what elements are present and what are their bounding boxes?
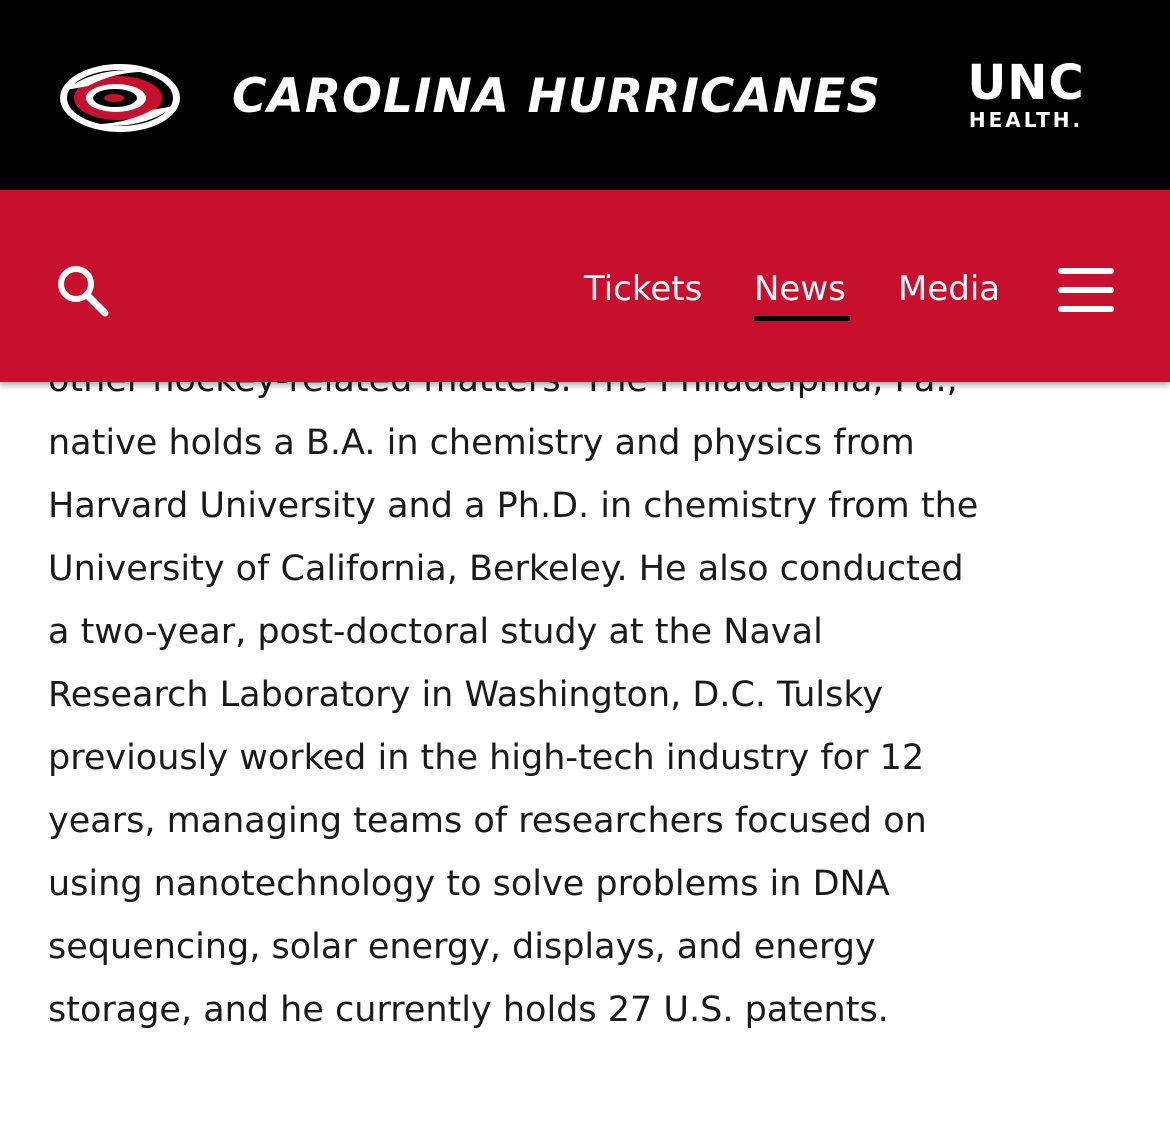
search-icon[interactable] <box>52 260 112 320</box>
sponsor-logo[interactable] <box>956 55 1096 138</box>
brand-name[interactable]: CAROLINA HURRICANES <box>232 69 882 124</box>
article-line: Harvard University and a Ph.D. in chemistry from the <box>48 486 979 526</box>
nav-item-tickets[interactable]: Tickets <box>584 269 703 309</box>
article-line: using nanotechnology to solve problems in DNA <box>48 864 890 904</box>
nav-item-media[interactable]: Media <box>898 269 1001 309</box>
nav-active-indicator <box>754 316 850 321</box>
nav-item-news[interactable]: News <box>754 269 846 309</box>
article-line: sequencing, solar energy, displays, and energy <box>48 927 876 967</box>
article-body <box>48 349 1138 1042</box>
article-line: a two-year, post-doctoral study at the Naval <box>48 612 823 652</box>
article-line: University of California, Berkeley. He also conducted <box>48 549 964 589</box>
article-line: Research Laboratory in Washington, D.C. Tulsky <box>48 675 884 715</box>
hurricanes-logo-icon[interactable] <box>58 60 182 136</box>
hamburger-menu-icon[interactable] <box>1058 268 1114 312</box>
sponsor-logo-main: UNC <box>967 55 1085 111</box>
article-line: previously worked in the high-tech industry for 12 <box>48 738 925 778</box>
article-line: storage, and he currently holds 27 U.S. patents. <box>48 990 889 1030</box>
sponsor-logo-sub: HEALTH. <box>968 108 1084 132</box>
article-line: years, managing teams of researchers focused on <box>48 801 927 841</box>
article-line: native holds a B.A. in chemistry and physics from <box>48 423 915 463</box>
